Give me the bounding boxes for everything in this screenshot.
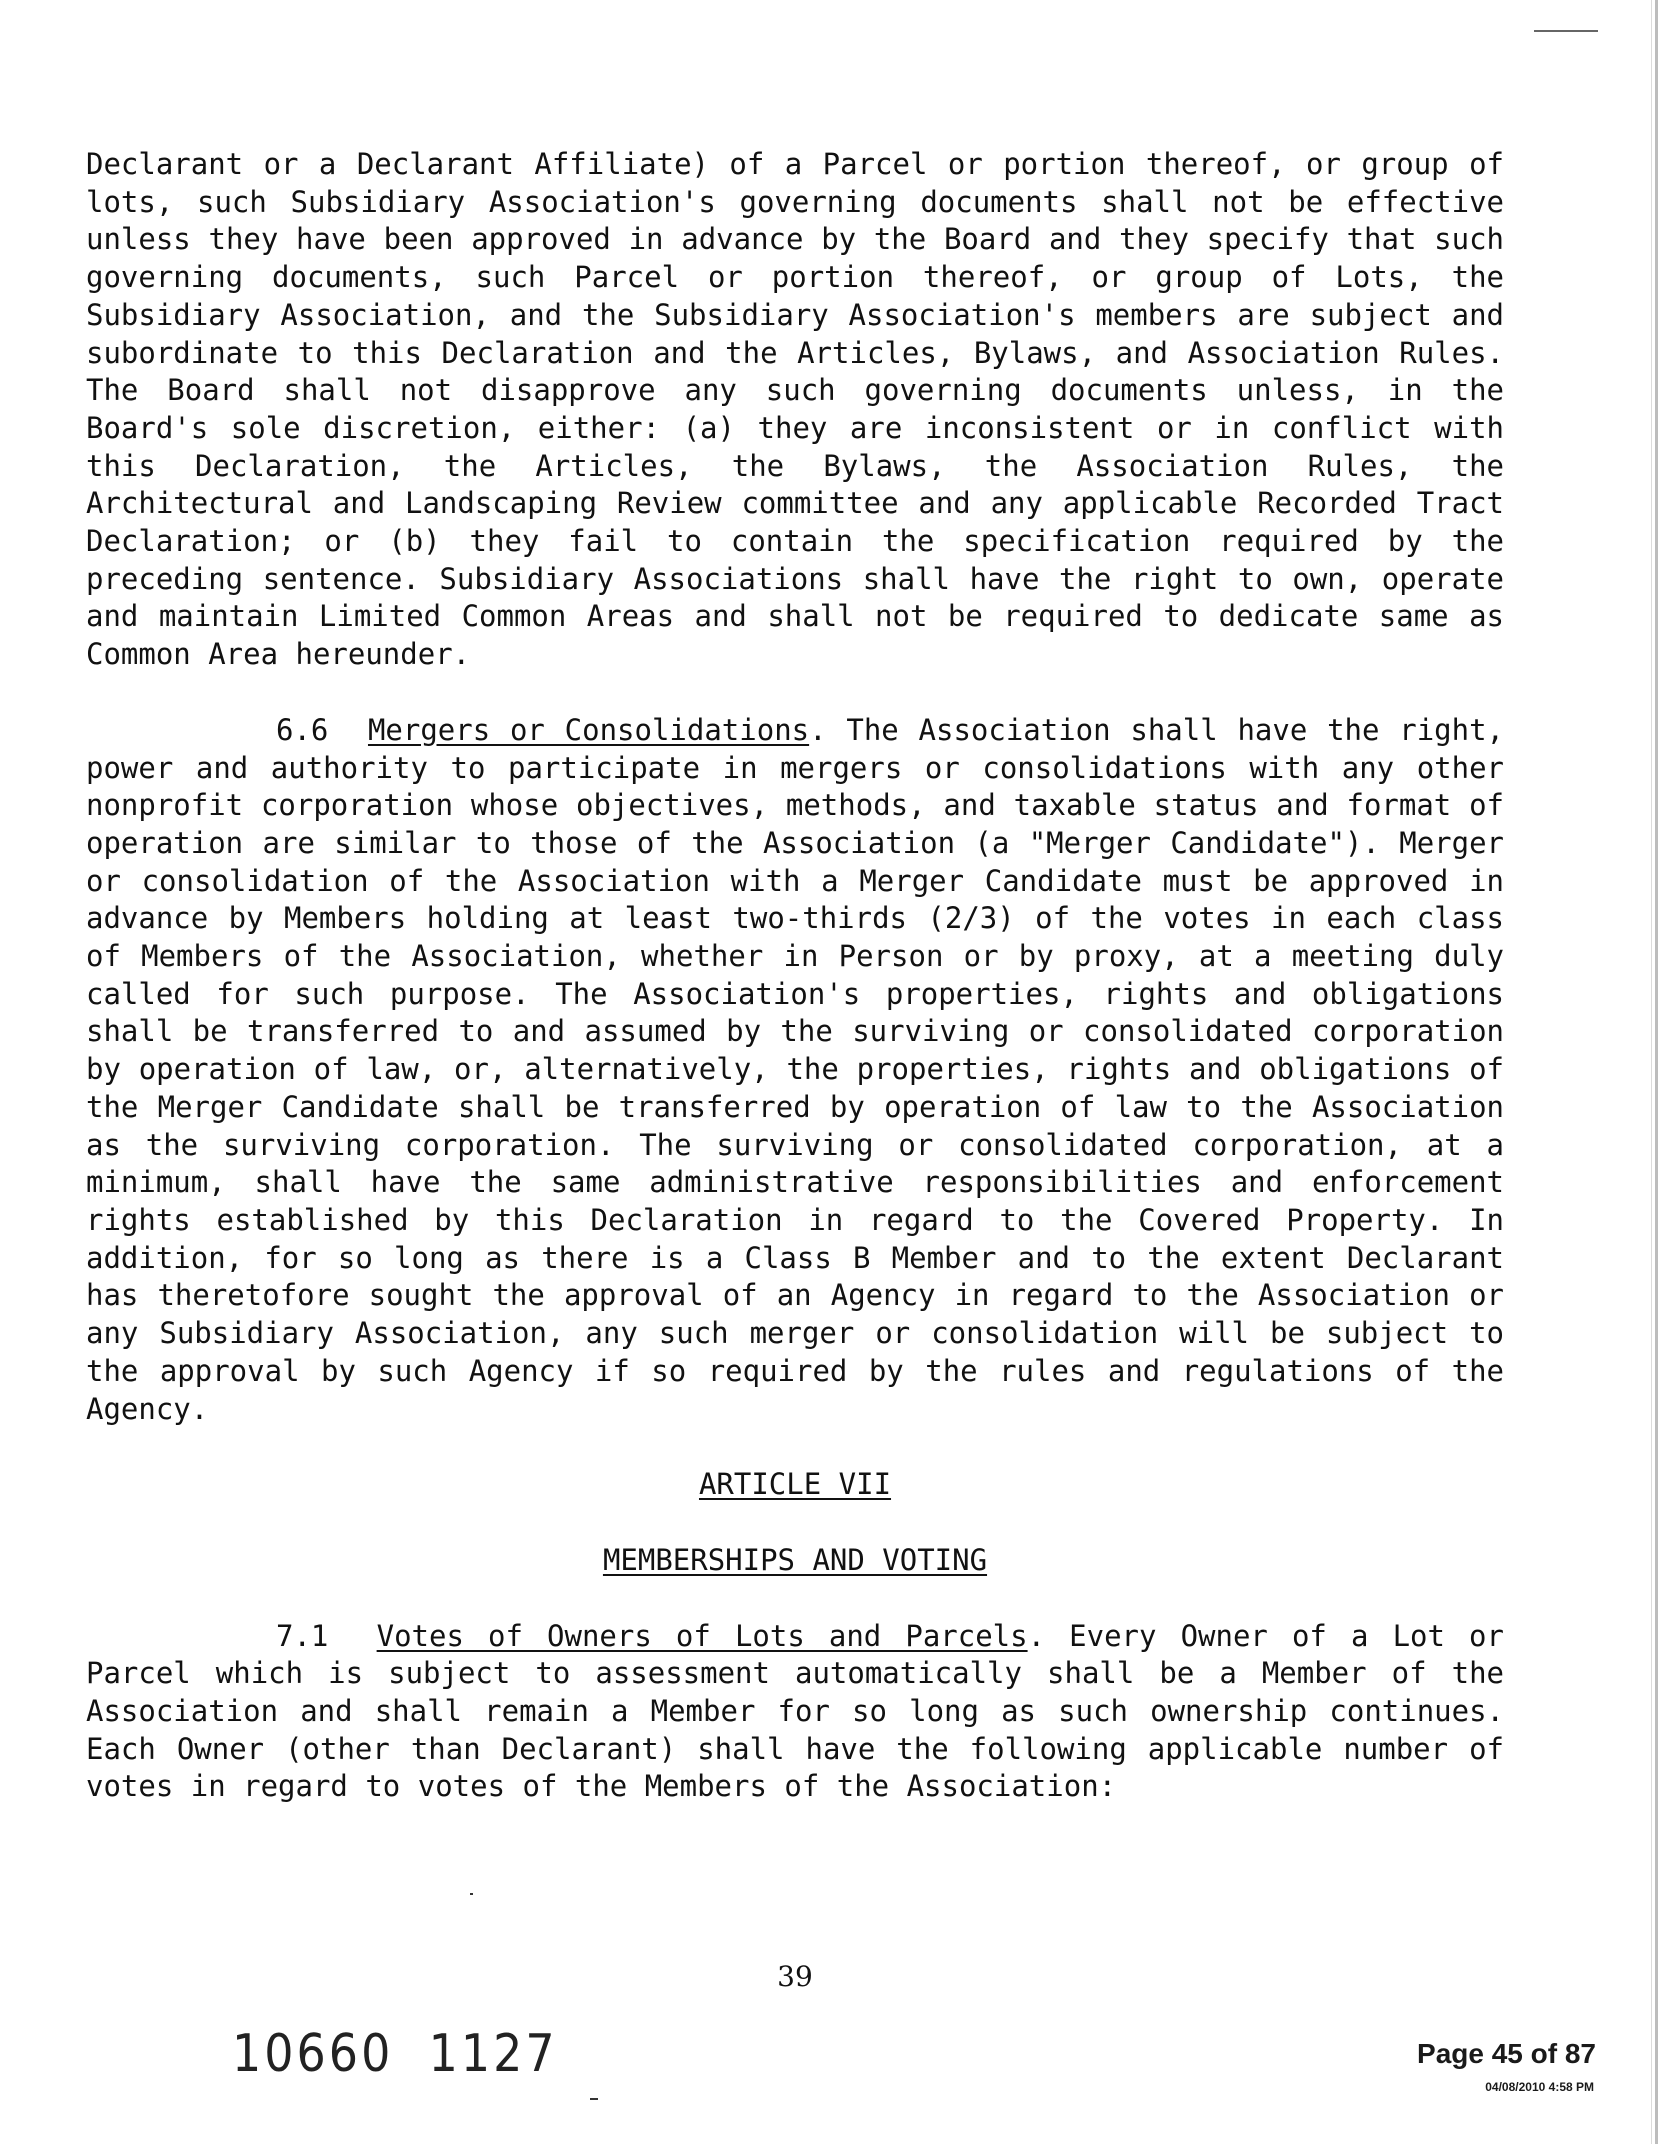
- section-7-1-number: 7.1: [276, 1618, 329, 1653]
- paragraph-gap: [86, 1428, 1504, 1466]
- page-edge: [1655, 0, 1658, 2144]
- continued-paragraph: Declarant or a Declarant Affiliate) of a Parcel or portion thereof, or group of lots, such Subsidiary Association's governing documents shall not be effective unless they have been approved in advance by the Board and they specify that such governing documents, such Parcel or portion thereof, or group of Lots, the Subsidiary Association, and the Subsidiary Association's members are subject and subordinate to this Declaration and the Articles, Bylaws, and Association Rules. The Board shall not disapprove any such governing documents unless, in the Board's sole discretion, either: (a) they are inconsistent or in conflict with this Declaration, the Articles, the Bylaws, the Association Rules, the Architectural and Landscaping Review committee and any applicable Recorded Tract Declaration; or (b) they fail to contain the specification required by the preceding sentence. Subsidiary Associations shall have the right to own, operate and maintain Limited Common Areas and shall not be required to dedicate same as Common Area hereunder.: [86, 147, 1504, 672]
- page-number: 39: [777, 1960, 813, 1993]
- paragraph-gap: [86, 674, 1504, 712]
- section-7-1-text: . Every Owner of a Lot or Parcel which is subject to assessment automatically shall be a Member of the Association and shall remain a Member for so long as such ownership continues. Each Owner (other than Declarant) shall have the following applicable number of votes in regard to votes of the Members of the Association:: [86, 1618, 1504, 1804]
- recording-number: 10660 1127: [232, 2022, 558, 2084]
- article-title: [86, 1542, 1504, 1580]
- scan-speck: [590, 2098, 598, 2100]
- page-edge-inner: [1651, 0, 1652, 2144]
- stamp-date: 04/08/2010 4:58 PM: [1485, 2080, 1594, 2094]
- section-6-6-number: 6.6: [276, 712, 329, 747]
- article-heading-text: ARTICLE VII: [698, 1467, 892, 1502]
- paragraph-gap: [86, 1580, 1504, 1618]
- section-7-1-title: Votes of Owners of Lots and Parcels: [376, 1618, 1028, 1653]
- corner-mark: [1534, 30, 1598, 32]
- section-7-1: [86, 1618, 1504, 1807]
- page-of-label: Page 45 of 87: [1417, 2038, 1596, 2069]
- section-6-6-title: Mergers or Consolidations: [367, 712, 810, 747]
- article-heading: [86, 1466, 1504, 1504]
- document-body: [86, 146, 1504, 1806]
- paragraph-gap: [86, 1504, 1504, 1542]
- section-6-6-text: . The Association shall have the right, power and authority to participate in mergers or consolidations with any other nonprofit corporation whose objectives, methods, and taxable status and format of operation are similar to those of the Association (a "Merger Candidate"). Merger or consolidation of the Association with a Merger Candidate must be approved in advance by Members holding at least two-thirds (2/3) of the votes in each class of Members of the Association, whether in Person or by proxy, at a meeting duly called for such purpose. The Association's properties, rights and obligations shall be transferred to and assumed by the surviving or consolidated corporation by operation of law, or, alternatively, the properties, rights and obligations of the Merger Candidate shall be transferred by operation of law to the Association as the surviving corporation. The surviving or consolidated corporation, at a minimum, shall have the same administrative responsibilities and enforcement rights established by this Declaration in regard to the Covered Property. In addition, for so long as there is a Class B Member and to the extent Declarant has theretofore sought the approval of an Agency in regard to the Association or any Subsidiary Association, any such merger or consolidation will be subject to the approval by such Agency if so required by the rules and regulations of the Agency.: [86, 712, 1504, 1426]
- scan-speck: [470, 1893, 473, 1895]
- article-title-text: MEMBERSHIPS AND VOTING: [602, 1542, 988, 1577]
- section-6-6: [86, 712, 1504, 1428]
